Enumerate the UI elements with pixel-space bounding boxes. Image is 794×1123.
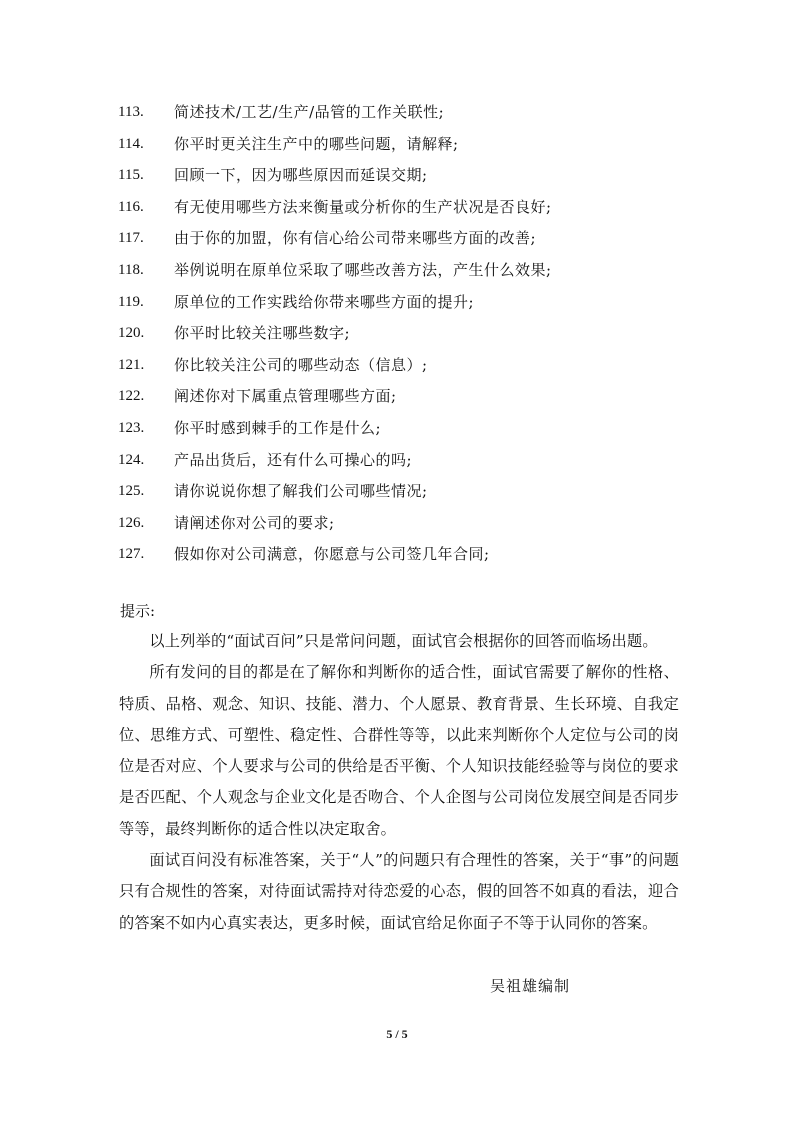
question-number: 122. — [118, 388, 145, 405]
question-item — [118, 508, 718, 540]
question-number: 119. — [118, 293, 144, 310]
question-text: 回顾一下，因为哪些原因而延误交期; — [174, 166, 428, 185]
question-text: 阐述你对下属重点管理哪些方面; — [174, 387, 397, 406]
hint-paragraph: 以上列举的“面试百问”只是常问问题，面试官会根据你的回答而临场出题。 — [149, 632, 658, 650]
question-number: 118. — [118, 261, 144, 278]
question-number: 125. — [118, 483, 145, 500]
question-number: 127. — [118, 546, 145, 563]
question-text: 由于你的加盟，你有信心给公司带来哪些方面的改善; — [174, 229, 537, 248]
question-text: 简述技术/工艺/生产/品管的工作关联性; — [174, 103, 445, 121]
question-number: 123. — [118, 419, 145, 436]
hint-body — [119, 626, 679, 939]
question-number: 124. — [118, 451, 145, 468]
question-number: 114. — [118, 135, 144, 152]
question-number: 115. — [118, 167, 144, 184]
question-text: 你比较关注公司的哪些动态（信息）; — [174, 355, 428, 374]
question-text: 请阐述你对公司的要求; — [174, 513, 335, 532]
question-item — [118, 129, 718, 161]
question-text: 你平时更关注生产中的哪些问题，请解释; — [174, 134, 459, 153]
question-text: 有无使用哪些方法来衡量或分析你的生产状况是否良好; — [174, 197, 552, 216]
question-list — [118, 97, 718, 571]
hint-label: 提示: — [120, 602, 156, 620]
question-number: 113. — [118, 104, 144, 120]
question-text: 原单位的工作实践给你带来哪些方面的提升; — [174, 292, 475, 311]
question-item — [118, 192, 718, 224]
question-number: 117. — [118, 230, 144, 247]
question-item — [118, 539, 718, 571]
question-item — [118, 223, 718, 255]
hint-paragraph: 面试百问没有标准答案，关于“人”的问题只有合理性的答案，关于“事”的问题只有合规性的答案，对待面试需持对待恋爱的心态，假的回答不如真的看法，迎合的答案不如内心真实表达，更多时候，面试官给足你面子不等于认同你的答案。 — [119, 851, 679, 932]
question-item — [118, 318, 718, 350]
question-text: 请你说说你想了解我们公司哪些情况; — [174, 482, 428, 501]
page-number: 5 / 5 — [386, 1027, 408, 1041]
question-item — [118, 476, 718, 508]
author-signature: 吴祖雄编制 — [490, 977, 571, 995]
question-item — [118, 160, 718, 192]
question-text: 你平时比较关注哪些数字; — [174, 324, 351, 343]
question-item — [118, 381, 718, 413]
question-item — [118, 97, 718, 129]
question-item — [118, 445, 718, 477]
hint-paragraph: 所有发问的目的都是在了解你和判断你的适合性，面试官需要了解你的性格、特质、品格、观念、知识、技能、潜力、个人愿景、教育背景、生长环境、自我定位、思维方式、可塑性、稳定性、合群性等等，以此来判断你个人定位与公司的岗位是否对应、个人要求与公司的供给是否平衡、个人知识技能经验等与岗位的要求是否匹配、个人观念与企业文化是否吻合、个人企图与公司岗位发展空间是否同步等等，最终判断你的适合性以决定取舍。 — [119, 663, 679, 838]
question-text: 产品出货后，还有什么可操心的吗; — [174, 450, 413, 469]
question-item — [118, 287, 718, 319]
question-number: 126. — [118, 514, 145, 531]
question-number: 116. — [118, 198, 144, 215]
question-item — [118, 350, 718, 382]
question-text: 假如你对公司满意，你愿意与公司签几年合同; — [174, 545, 490, 564]
question-item — [118, 255, 718, 287]
question-item — [118, 413, 718, 445]
question-text: 你平时感到棘手的工作是什么; — [174, 418, 382, 437]
question-number: 120. — [118, 325, 145, 342]
question-number: 121. — [118, 356, 145, 373]
question-text: 举例说明在原单位采取了哪些改善方法，产生什么效果; — [174, 260, 552, 279]
